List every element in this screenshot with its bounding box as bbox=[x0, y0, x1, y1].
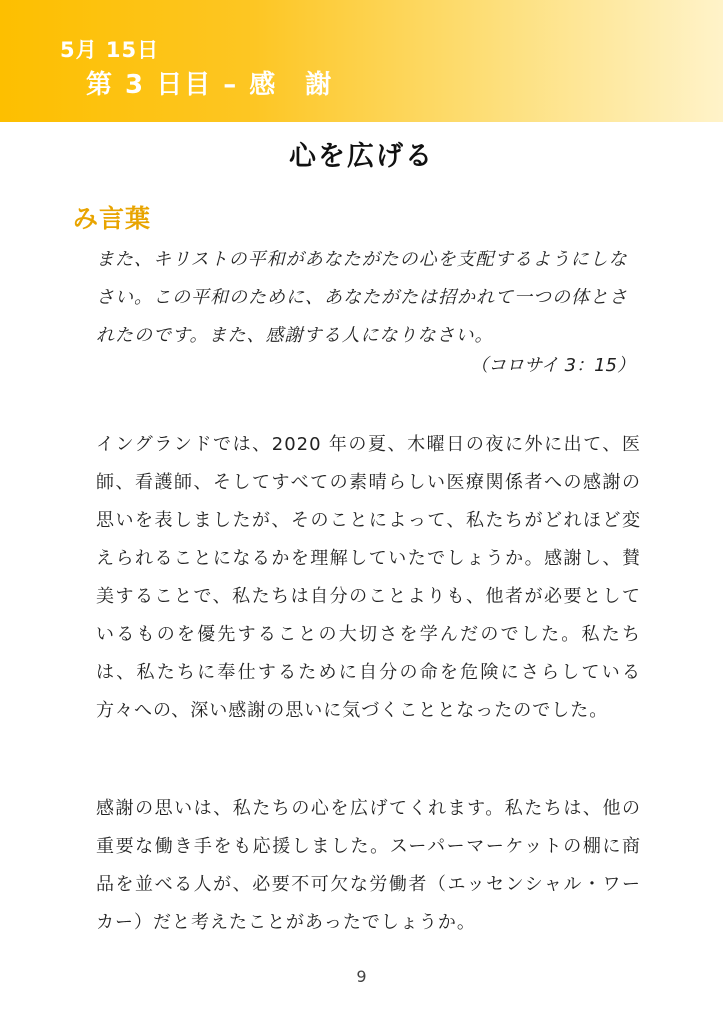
header-day-title: 第 3 日目 – 感 謝 bbox=[86, 70, 334, 100]
header-date: 5月 15日 bbox=[60, 38, 160, 62]
body-paragraph-1: イングランドでは、2020 年の夏、木曜日の夜に外に出て、医師、看護師、そしてすべての素晴らしい医療関係者への感謝の思いを表しましたが、そのことによって、私たちがどれほど変えられることになるかを理解していたでしょうか。感謝し、賛美することで、私たちは自分のことよりも、他者が必要としているものを優先することの大切さを学んだのでした。私たちは、私たちに奉仕するために自分の命を危険にさらしている方々への、深い感謝の思いに気づくこととなったのでした。 bbox=[96, 434, 641, 721]
page-number: 9 bbox=[356, 967, 367, 986]
body-paragraph-2: 感謝の思いは、私たちの心を広げてくれます。私たちは、他の重要な働き手をも応援しました。スーパーマーケットの棚に商品を並べる人が、必要不可欠な労働者（エッセンシャル・ワーカー）だと考えたことがあったでしょうか。 bbox=[96, 798, 641, 933]
scripture-text: また、キリストの平和があなたがたの心を支配するようにしなさい。この平和のために、あなたがたは招かれて一つの体とされたのです。また、感謝する人になりなさい。 bbox=[96, 249, 628, 346]
scripture-heading: み言葉 bbox=[73, 204, 152, 233]
scripture-reference: （コロサイ 3：15） bbox=[470, 355, 635, 376]
page-title: 心を広げる bbox=[289, 141, 434, 172]
header-band bbox=[0, 0, 723, 122]
